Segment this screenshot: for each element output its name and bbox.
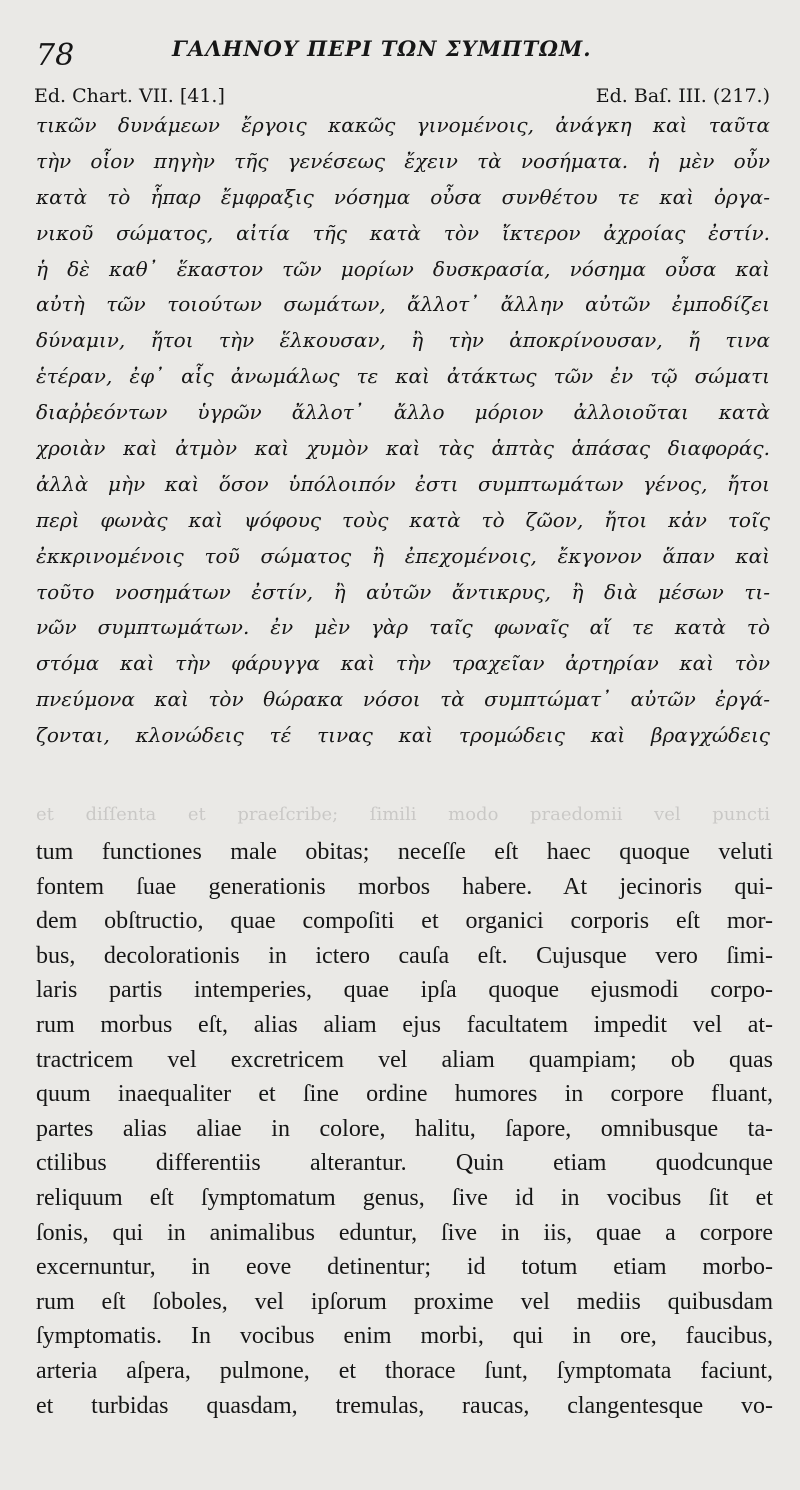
greek-text-line: κατὰ τὸ ἧπαρ ἔμφραξις νόσημα οὖσα συνθέτου τε καὶ ὀργα-: [36, 184, 770, 209]
latin-text-line: excernuntur, in eove detinentur; id totum etiam morbo-: [36, 1254, 773, 1281]
greek-text-line: τοῦτο νοσημάτων ἐστίν, ἢ αὐτῶν ἄντικρυς, ἢ διὰ μέσων τι-: [36, 579, 770, 604]
greek-text-line: περὶ φωνὰς καὶ ψόφους τοὺς κατὰ τὸ ζῶον, ἤτοι κἀν τοῖς: [36, 507, 770, 532]
greek-text-line: νικοῦ σώματος, αἰτία τῆς κατὰ τὸν ἴκτερον ἀχροίας ἐστίν.: [36, 220, 770, 245]
latin-text-line: et turbidas quasdam, tremulas, raucas, clangentesque vo-: [36, 1392, 773, 1419]
greek-text-line: πνεύμονα καὶ τὸν θώρακα νόσοι τὰ συμπτώματ᾽ αὐτῶν ἐργά-: [36, 687, 770, 712]
latin-text-line: tum functiones male obitas; neceſſe eſt haec quoque veluti: [36, 839, 773, 865]
greek-text-line: τὴν οἷον πηγὴν τῆς γενέσεως ἔχειν τὰ νοσήματα. ἡ μὲν οὖν: [36, 148, 770, 173]
latin-text-line: rum eſt ſoboles, vel ipſorum proxime vel mediis quibusdam: [36, 1288, 773, 1315]
greek-text-line: διαῤῥεόντων ὑγρῶν ἄλλοτ᾽ ἄλλο μόριον ἀλλοιοῦται κατὰ: [36, 400, 770, 425]
latin-text-line: rum morbus eſt, alias aliam ejus facultatem impedit vel at-: [36, 1011, 773, 1038]
latin-text-line: dem obſtructio, quae compoſiti et organici corporis eſt mor-: [36, 908, 773, 935]
greek-text-line: νῶν συμπτωμάτων. ἐν μὲν γὰρ ταῖς φωναῖς αἵ τε κατὰ τὸ: [36, 615, 770, 640]
greek-text-line: δύναμιν, ἤτοι τὴν ἕλκουσαν, ἢ τὴν ἀποκρίνουσαν, ἤ τινα: [36, 328, 770, 353]
latin-text-line: laris partis intemperies, quae ipſa quoque ejusmodi corpo-: [36, 977, 773, 1004]
greek-text-line: ζονται, κλονώδεις τέ τινας καὶ τρομώδεις καὶ βραγχώδεις: [36, 723, 770, 748]
latin-text-line: partes alias aliae in colore, halitu, ſapore, omnibusque ta-: [36, 1115, 773, 1142]
running-title: ΓΑΛΗΝΟΥ ΠΕΡΙ ΤΩΝ ΣΥΜΠΤΩΜ.: [172, 36, 592, 61]
latin-text-line: ſonis, qui in animalibus eduntur, ſive in iis, quae a corpore: [36, 1219, 773, 1246]
latin-text-line: ctilibus differentiis alterantur. Quin etiam quodcunque: [36, 1150, 773, 1177]
latin-text-line: fontem ſuae generationis morbos habere. At jecinoris qui-: [36, 873, 773, 900]
latin-text-line: arteria aſpera, pulmone, et thorace ſunt, ſymptomata faciunt,: [36, 1357, 773, 1384]
latin-text-line: bus, decolorationis in ictero cauſa eſt. Cujusque vero ſimi-: [36, 942, 773, 969]
greek-text-line: χροιὰν καὶ ἀτμὸν καὶ χυμὸν καὶ τὰς ἁπτὰς ἁπάσας διαφοράς.: [36, 436, 770, 461]
edition-reference-right: Ed. Baſ. III. (217.): [595, 85, 770, 107]
greek-text-line: ἐκκρινομένοις τοῦ σώματος ἢ ἐπεχομένοις, ἔκγονον ἅπαν καὶ: [36, 543, 770, 568]
latin-text-line: tractricem vel excretricem vel aliam quampiam; ob quas: [36, 1046, 773, 1073]
edition-reference-left: Ed. Chart. VII. [41.]: [34, 85, 225, 107]
latin-text-line: ſymptomatis. In vocibus enim morbi, qui in ore, faucibus,: [36, 1323, 773, 1350]
page-number: 78: [36, 38, 75, 73]
greek-text-line: ἡ δὲ καθ᾽ ἕκαστον τῶν μορίων δυσκρασία, νόσημα οὖσα καὶ: [36, 256, 770, 281]
latin-text-line: reliquum eſt ſymptomatum genus, ſive id in vocibus ſit et: [36, 1184, 773, 1211]
greek-text-line: ἑτέραν, ἐφ᾽ αἷς ἀνωμάλως τε καὶ ἀτάκτως τῶν ἐν τῷ σώματι: [36, 364, 770, 389]
greek-text-line: ἀλλὰ μὴν καὶ ὅσον ὑπόλοιπόν ἐστι συμπτωμάτων γένος, ἤτοι: [36, 471, 770, 496]
latin-text-line: quum inaequaliter et ſine ordine humores in corpore fluant,: [36, 1081, 773, 1108]
bleed-through-text: et diſſenta et praeſcribe; ſimili modo praedomii vel puncti: [36, 804, 770, 825]
latin-text-block: [36, 835, 773, 1423]
greek-text-line: στόμα καὶ τὴν φάρυγγα καὶ τὴν τραχεῖαν ἀρτηρίαν καὶ τὸν: [36, 651, 770, 676]
greek-text-line: αὐτὴ τῶν τοιούτων σωμάτων, ἄλλοτ᾽ ἄλλην αὐτῶν ἐμποδίζει: [36, 292, 770, 317]
greek-text-line: τικῶν δυνάμεων ἔργοις κακῶς γινομένοις, ἀνάγκη καὶ ταῦτα: [36, 113, 770, 137]
greek-text-block: [36, 108, 770, 754]
